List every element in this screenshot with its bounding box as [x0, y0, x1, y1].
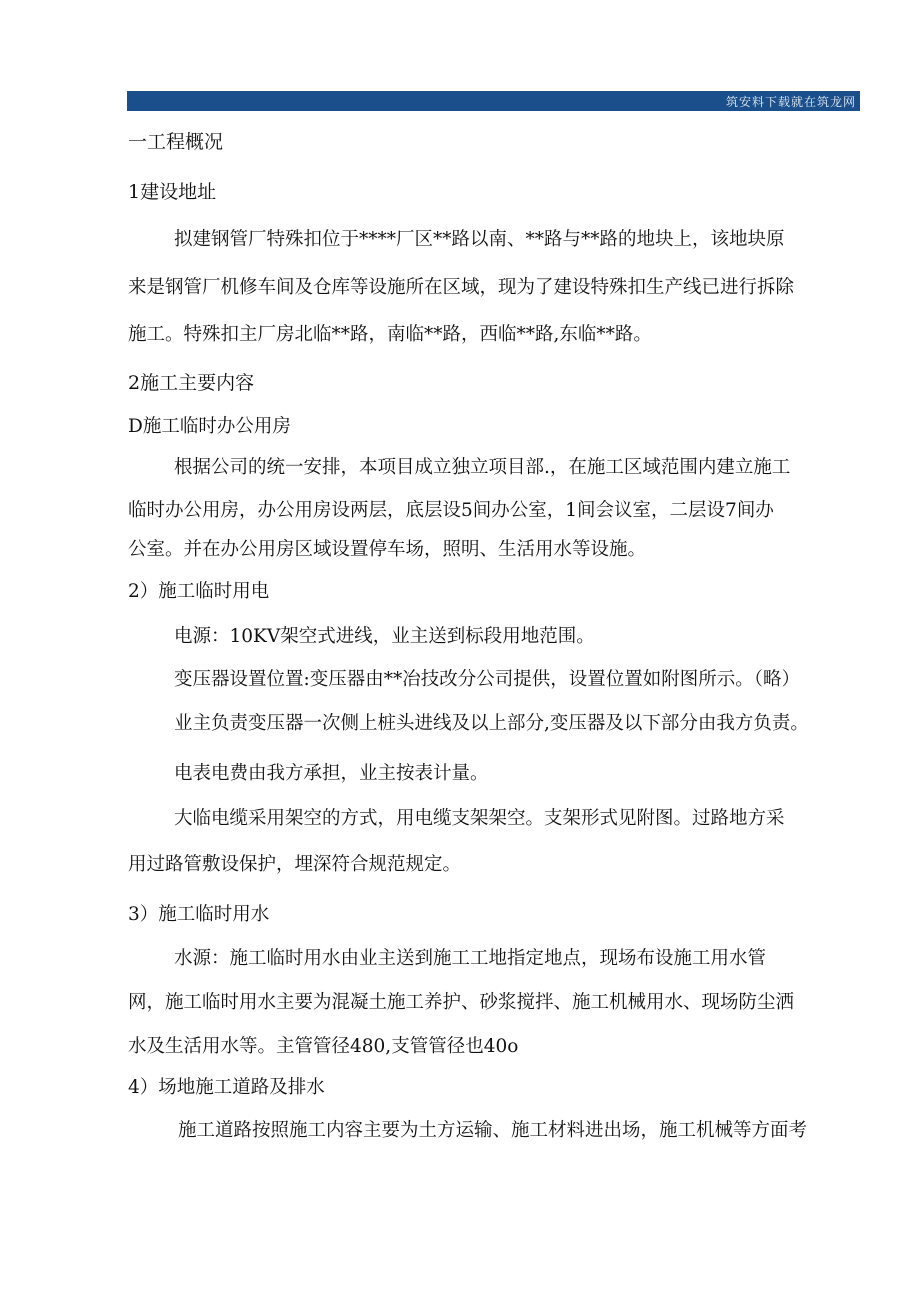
paragraph-line: 拟建钢管厂特殊扣位于****厂区**路以南、**路与**路的地块上，该地块原: [174, 229, 785, 250]
paragraph-line: 来是钢管厂机修车间及仓库等设施所在区域，现为了建设特殊扣生产线已进行拆除: [128, 277, 795, 298]
header-bar: [127, 91, 860, 111]
paragraph-line: 用过路管敷设保护，埋深符合规范规定。: [128, 854, 462, 875]
item-heading-roads: 4）场地施工道路及排水: [128, 1077, 325, 1098]
paragraph-line: 变压器设置位置:变压器由**冶技改分公司提供，设置位置如附图所示。（略）: [174, 669, 800, 690]
paragraph-line: 电表电费由我方承担，业主按表计量。: [174, 763, 489, 784]
paragraph-line: 水源：施工临时用水由业主送到施工工地指定地点，现场布设施工用水管: [174, 948, 767, 969]
paragraph-line: 水及生活用水等。主管管径480,支管管径也40o: [128, 1036, 519, 1057]
paragraph-line: 施工道路按照施工内容主要为土方运输、施工材料进出场，施工机械等方面考: [178, 1120, 808, 1141]
paragraph-line: 根据公司的统一安排，本项目成立独立项目部.，在施工区域范围内建立施工: [174, 457, 791, 478]
item-heading-office: D施工临时办公用房: [128, 416, 291, 437]
paragraph-line: 业主负责变压器一次侧上桩头进线及以上部分,变压器及以下部分由我方负责。: [174, 713, 809, 734]
item-heading-electricity: 2）施工临时用电: [128, 581, 270, 602]
item-heading-water: 3）施工临时用水: [128, 904, 270, 925]
header-site-text: 筑安料下载就在筑龙网: [725, 95, 856, 109]
subheading-main-content: 2施工主要内容: [128, 372, 255, 394]
paragraph-line: 电源：10KV架空式进线，业主送到标段用地范围。: [174, 626, 595, 647]
paragraph-line: 公室。并在办公用房区域设置停车场，照明、生活用水等设施。: [128, 539, 647, 560]
paragraph-line: 施工。特殊扣主厂房北临**路，南临**路，西临**路,东临**路。: [128, 324, 652, 345]
paragraph-line: 大临电缆采用架空的方式，用电缆支架架空。支架形式见附图。过路地方采: [174, 808, 785, 829]
paragraph-line: 网，施工临时用水主要为混凝土施工养护、砂浆搅拌、施工机械用水、现场防尘洒: [128, 992, 795, 1013]
paragraph-line: 临时办公用房，办公用房设两层，底层设5间办公室，1间会议室，二层设7间办: [128, 500, 774, 521]
section-heading-overview: 一工程概况: [128, 131, 224, 153]
subheading-site-address: 1建设地址: [128, 181, 217, 203]
